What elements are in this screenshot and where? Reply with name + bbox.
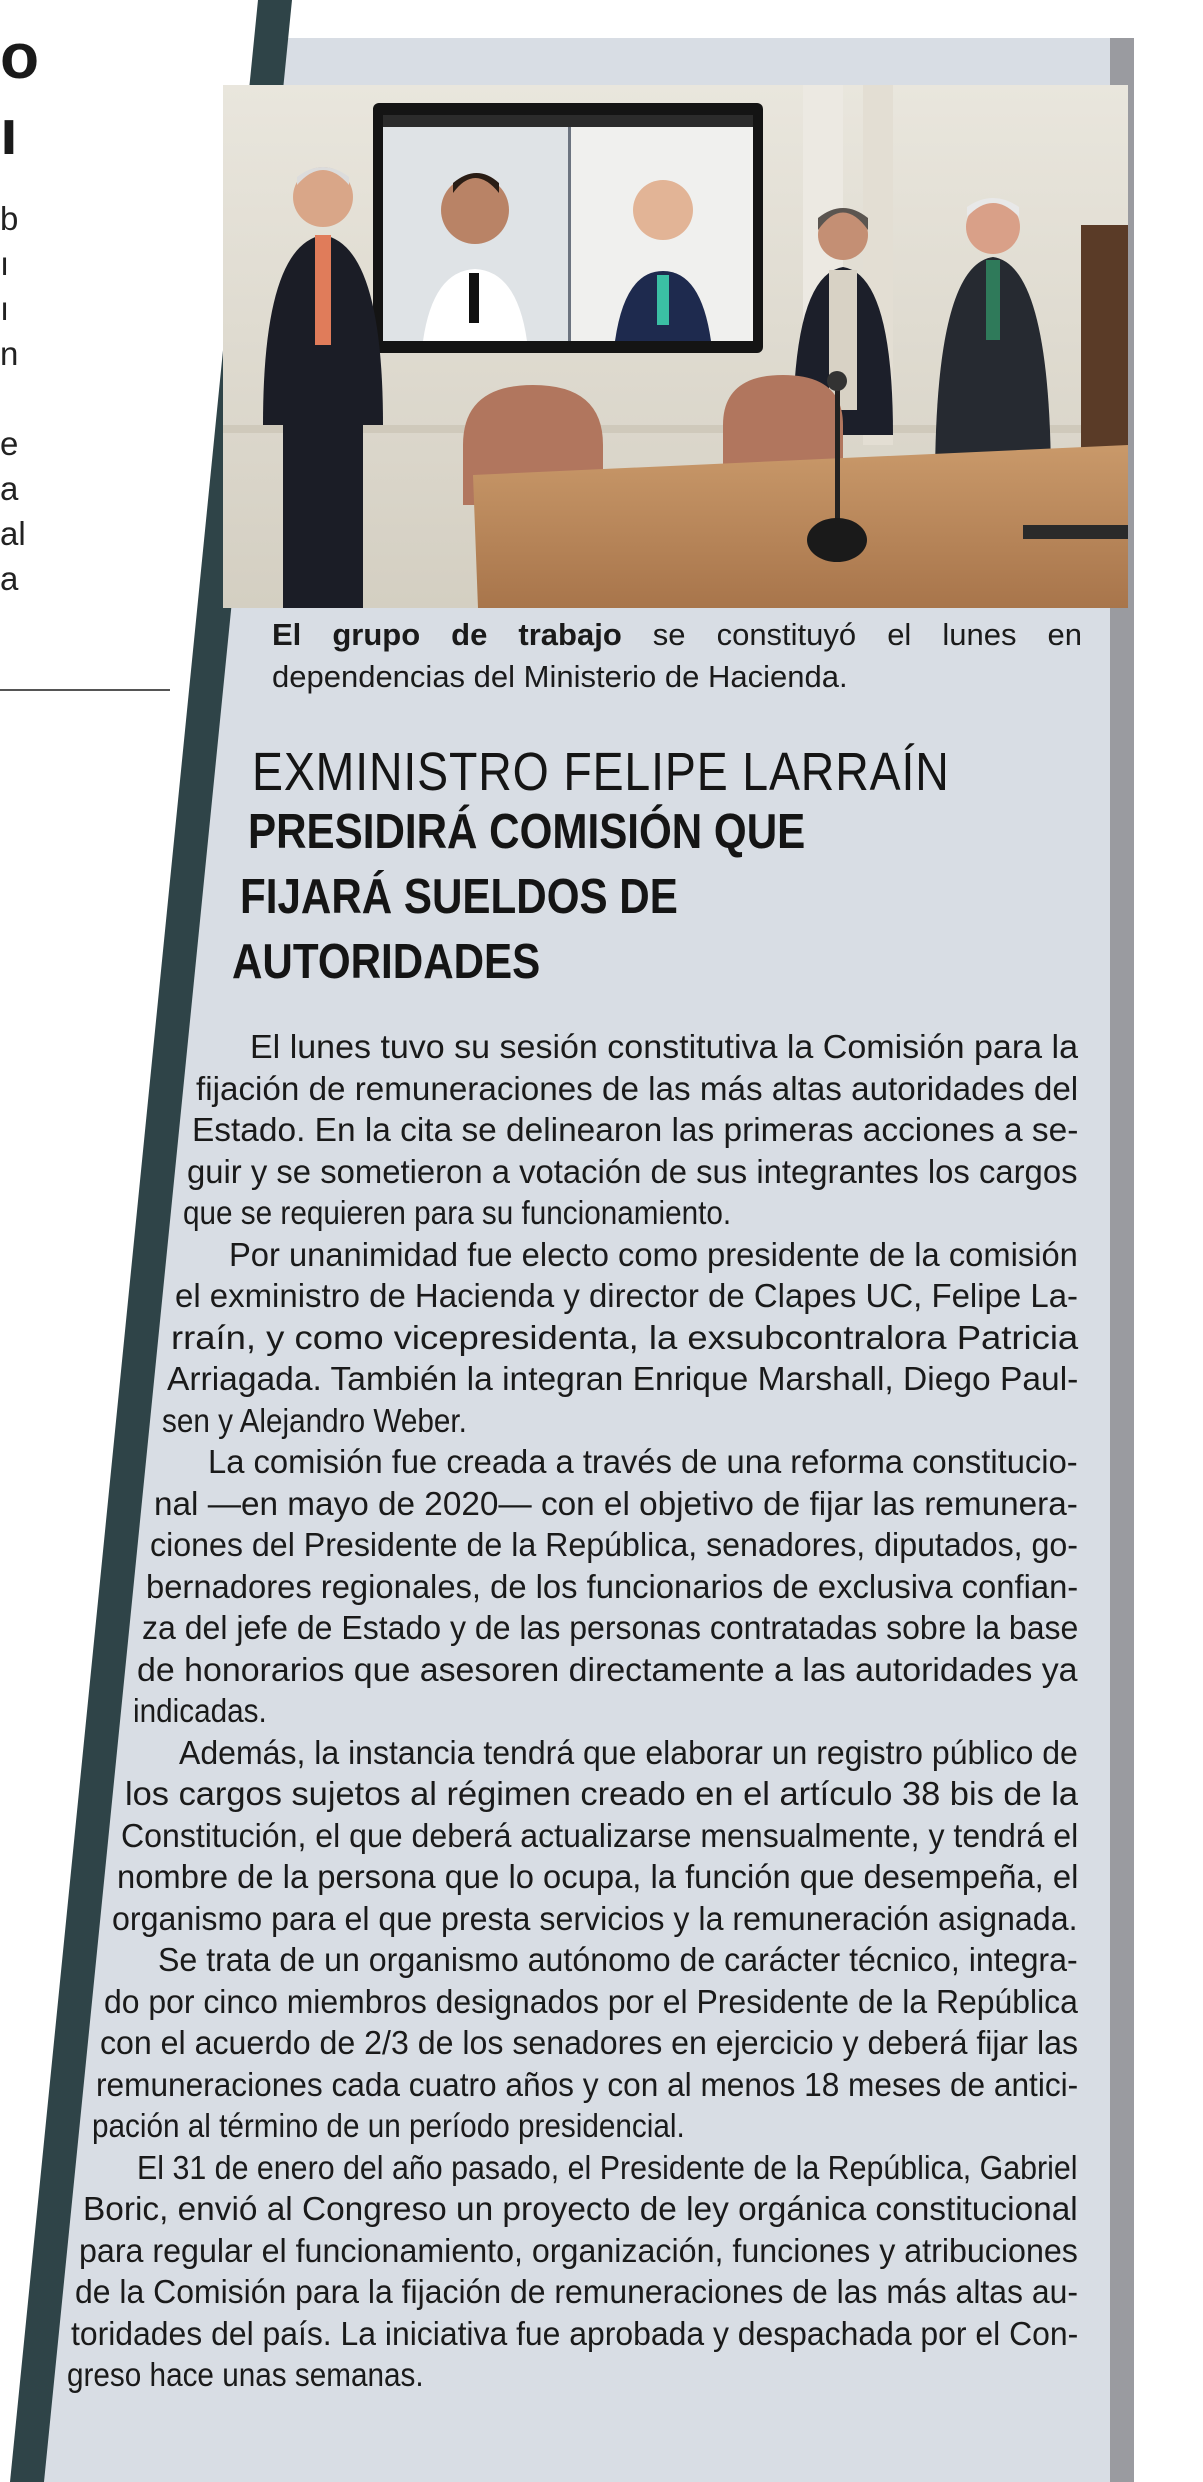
body-line: do por cinco miembros designados por el Presidente de la República [104, 1982, 1078, 2020]
body-line: guir y se sometieron a votación de sus integrantes los cargos [187, 1152, 1078, 1190]
body-line: rraín, y como vicepresidenta, la exsubcontralora Patricia [170, 1318, 1078, 1356]
caption-text: se constituyó el lunes en dependencias del Ministerio de Hacienda. [272, 617, 1082, 694]
body-line: nombre de la persona que lo ocupa, la función que desempeña, el [116, 1858, 1078, 1895]
neighbor-article-heading: o ı [0, 20, 40, 168]
body-line: remuneraciones cada cuatro años y con al menos 18 meses de antici- [95, 2065, 1078, 2103]
body-line: que se requieren para su funcionamiento. [183, 1194, 732, 1231]
body-line: Por unanimidad fue electo como presidente de la comisión [229, 1235, 1078, 1273]
body-line: Además, la instancia tendrá que elaborar un registro público de [179, 1733, 1078, 1771]
body-line: El 31 de enero del año pasado, el Presidente de la República, Gabriel [137, 2148, 1078, 2186]
body-line: bernadores regionales, de los funcionarios de exclusiva confian- [145, 1567, 1078, 1605]
body-line: indicadas. [133, 1692, 268, 1729]
headline-line-1: EXMINISTRO FELIPE LARRAÍN [252, 742, 950, 802]
body-line: ciones del Presidente de la República, senadores, diputados, go- [149, 1526, 1078, 1563]
caption-bold: El grupo de trabajo [272, 617, 622, 652]
body-line: Se trata de un organismo autónomo de carácter técnico, integra- [158, 1941, 1078, 1978]
body-line: con el acuerdo de 2/3 de los senadores en ejercicio y deberá fijar las [99, 2024, 1078, 2061]
photo-caption [272, 614, 1082, 698]
body-line: Boric, envió al Congreso un proyecto de ley orgánica constitucional [83, 2190, 1078, 2227]
headline-line-4: AUTORIDADES [232, 935, 541, 989]
body-line: pación al término de un período presidencial. [91, 2107, 685, 2144]
body-line: Arriagada. También la integran Enrique Marshall, Diego Paul- [166, 1360, 1078, 1397]
body-line: sen y Alejandro Weber. [162, 1401, 468, 1439]
body-line: Constitución, el que deberá actualizarse mensualmente, y tendrá el [120, 1816, 1078, 1854]
body-line: Estado. En la cita se delinearon las primeras acciones a se- [191, 1111, 1078, 1148]
body-line: toridades del país. La iniciativa fue aprobada y despachada por el Con- [70, 2314, 1078, 2352]
body-line: nal —en mayo de 2020— con el objetivo de fijar las remunera- [154, 1484, 1078, 1522]
headline-line-2: PRESIDIRÁ COMISIÓN QUE [248, 805, 806, 859]
meeting-photo [223, 85, 1128, 608]
body-line: el exministro de Hacienda y director de Clapes UC, Felipe La- [174, 1277, 1078, 1314]
headline-line-3: FIJARÁ SUELDOS DE [240, 870, 678, 924]
body-line: organismo para el que presta servicios y la remuneración asignada. [112, 1899, 1078, 1937]
body-line: de honorarios que asesoren directamente a las autoridades ya [137, 1650, 1078, 1688]
body-line: greso hace unas semanas. [66, 2356, 424, 2393]
neighbor-article-text: b ı ı n e a al a [0, 200, 26, 597]
body-line: El lunes tuvo su sesión constitutiva la Comisión para la [250, 1028, 1078, 1065]
body-line: La comisión fue creada a través de una reforma constitucio- [208, 1443, 1078, 1480]
neighbor-article-rule [0, 689, 170, 691]
body-line: los cargos sujetos al régimen creado en el artículo 38 bis de la [124, 1775, 1078, 1812]
body-line: para regular el funcionamiento, organización, funciones y atribuciones [79, 2231, 1078, 2269]
body-line: de la Comisión para la fijación de remuneraciones de las más altas au- [74, 2273, 1078, 2310]
body-line: fijación de remuneraciones de las más altas autoridades del [195, 1069, 1078, 1107]
body-line: za del jefe de Estado y de las personas contratadas sobre la base [141, 1609, 1078, 1646]
